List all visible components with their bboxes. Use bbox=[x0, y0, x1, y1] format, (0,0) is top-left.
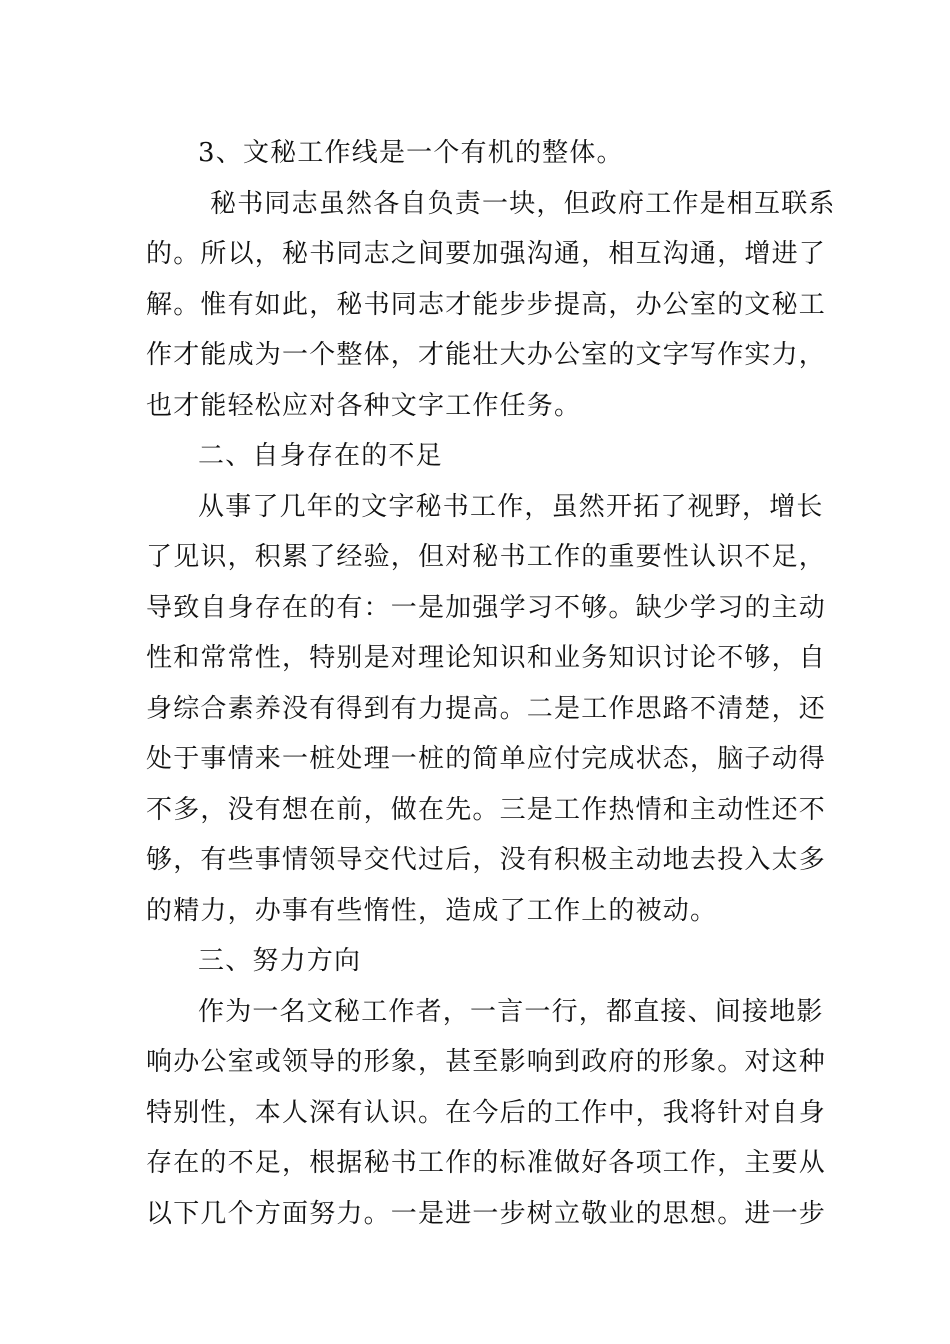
paragraph-line: 也才能轻松应对各种文字工作任务。 bbox=[146, 390, 582, 421]
section-heading: 三、努力方向 bbox=[198, 946, 362, 976]
section-subheading: 3、文秘工作线是一个有机的整体。 bbox=[198, 138, 624, 168]
paragraph-line: 作才能成为一个整体，才能壮大办公室的文字写作实力， bbox=[146, 340, 827, 370]
paragraph-line: 作为一名文秘工作者，一言一行，都直接、间接地影 bbox=[198, 996, 824, 1027]
paragraph-line: 了见识，积累了经验，但对秘书工作的重要性认识不足， bbox=[146, 542, 827, 572]
paragraph-line: 够，有些事情领导交代过后，没有积极主动地去投入太多 bbox=[146, 845, 827, 875]
paragraph-line: 处于事情来一桩处理一桩的简单应付完成状态，脑子动得 bbox=[146, 744, 827, 774]
document-page bbox=[146, 128, 836, 1239]
paragraph-line: 响办公室或领导的形象，甚至影响到政府的形象。对这种 bbox=[146, 1047, 827, 1077]
paragraph-line: 从事了几年的文字秘书工作，虽然开拓了视野，增长 bbox=[198, 491, 824, 522]
paragraph-line: 导致自身存在的有：一是加强学习不够。缺少学习的主动 bbox=[146, 592, 827, 623]
paragraph-line: 特别性，本人深有认识。在今后的工作中，我将针对自身 bbox=[146, 1097, 827, 1128]
paragraph-line: 存在的不足，根据秘书工作的标准做好各项工作，主要从 bbox=[146, 1148, 827, 1178]
paragraph-line: 解。惟有如此，秘书同志才能步步提高，办公室的文秘工 bbox=[146, 289, 827, 320]
paragraph-line: 身综合素养没有得到有力提高。二是工作思路不清楚，还 bbox=[146, 693, 827, 724]
section-heading: 二、自身存在的不足 bbox=[198, 441, 443, 471]
paragraph-line: 不多，没有想在前，做在先。三是工作热情和主动性还不 bbox=[146, 794, 827, 825]
paragraph-line: 以下几个方面努力。一是进一步树立敬业的思想。进一步 bbox=[146, 1198, 827, 1229]
paragraph-line: 秘书同志虽然各自负责一块，但政府工作是相互联系 bbox=[210, 188, 836, 219]
paragraph-line: 的。所以，秘书同志之间要加强沟通，相互沟通，增进了 bbox=[146, 239, 827, 269]
paragraph-line: 性和常常性，特别是对理论知识和业务知识讨论不够，自 bbox=[146, 643, 827, 673]
paragraph-line: 的精力，办事有些惰性，造成了工作上的被动。 bbox=[146, 895, 718, 926]
